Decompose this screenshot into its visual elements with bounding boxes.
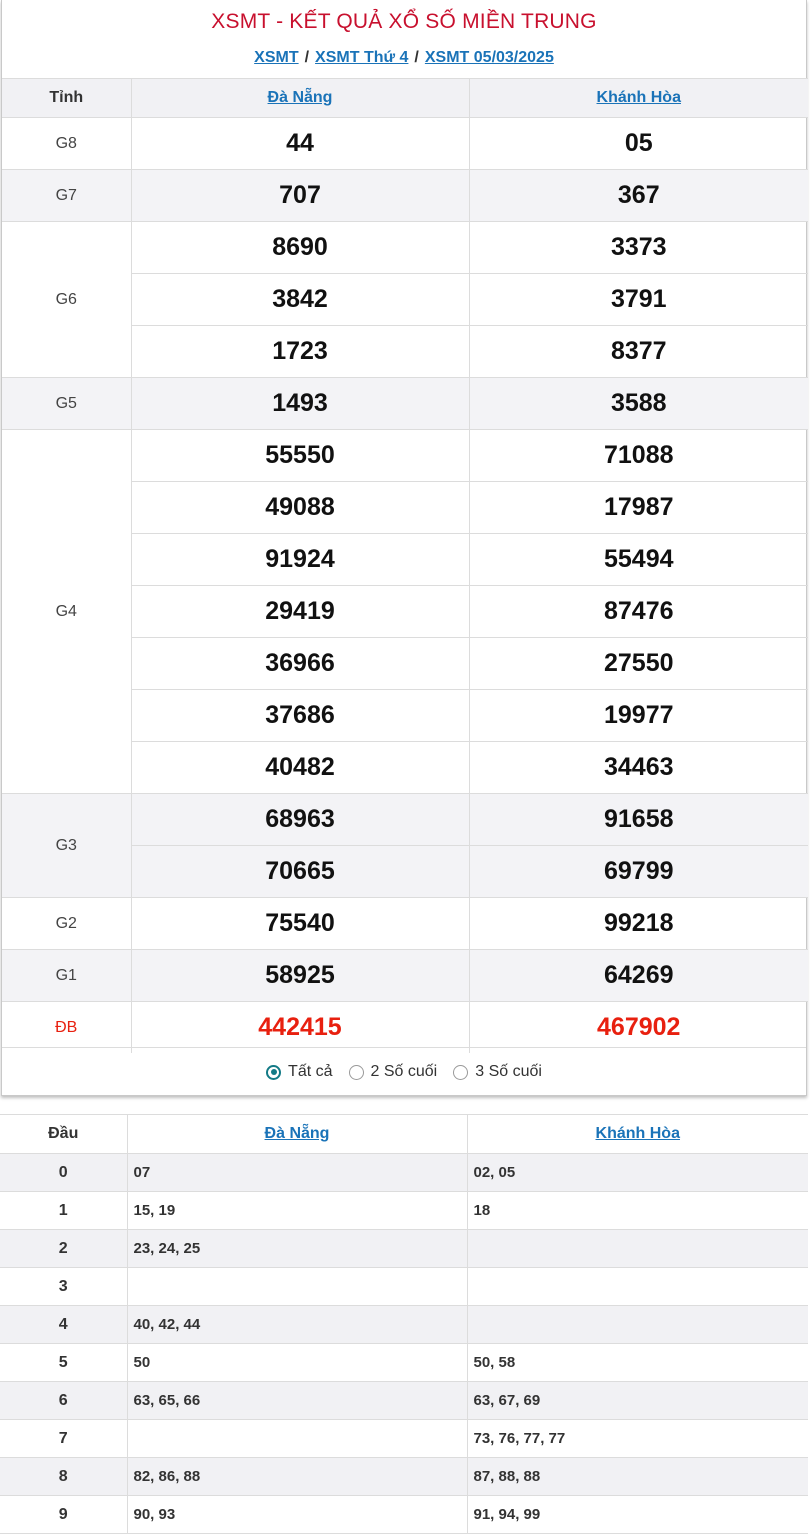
prize-number: 36966	[131, 638, 469, 690]
breadcrumb	[2, 49, 806, 67]
loto-values: 07	[127, 1154, 467, 1192]
loto-row	[0, 1382, 808, 1420]
prize-number: 87476	[469, 586, 808, 638]
prize-row	[2, 794, 808, 846]
prize-label: G7	[2, 170, 131, 222]
loto-values: 40, 42, 44	[127, 1306, 467, 1344]
loto-row	[0, 1306, 808, 1344]
prize-number: 37686	[131, 690, 469, 742]
loto-values	[467, 1230, 808, 1268]
prize-number: 8690	[131, 222, 469, 274]
filter-last-3-radio[interactable]	[453, 1063, 542, 1081]
prize-number: 27550	[469, 638, 808, 690]
loto-values: 87, 88, 88	[467, 1458, 808, 1496]
dau-digit: 4	[0, 1306, 127, 1344]
radio-icon	[453, 1065, 468, 1080]
loto-row	[0, 1496, 808, 1534]
breadcrumb-separator: /	[304, 49, 310, 66]
radio-icon	[349, 1065, 364, 1080]
prize-number: 75540	[131, 898, 469, 950]
loto-values	[127, 1420, 467, 1458]
filter-label: 2 Số cuối	[370, 1063, 438, 1080]
prize-number: 707	[131, 170, 469, 222]
digit-filter-group	[2, 1047, 806, 1096]
dau-digit: 2	[0, 1230, 127, 1268]
dau-digit: 1	[0, 1192, 127, 1230]
prize-label: G2	[2, 898, 131, 950]
prize-number: 17987	[469, 482, 808, 534]
loto-row	[0, 1420, 808, 1458]
page-title: XSMT - KẾT QUẢ XỔ SỐ MIỀN TRUNG	[211, 10, 597, 33]
special-prize-number: 442415	[131, 1002, 469, 1054]
loto-values: 90, 93	[127, 1496, 467, 1534]
dau-digit: 7	[0, 1420, 127, 1458]
loto-values: 23, 24, 25	[127, 1230, 467, 1268]
loto-values: 63, 67, 69	[467, 1382, 808, 1420]
loto-values: 82, 86, 88	[127, 1458, 467, 1496]
dau-column-header: Đầu	[0, 1115, 127, 1154]
prize-number: 3791	[469, 274, 808, 326]
loto-values	[467, 1268, 808, 1306]
prize-number: 19977	[469, 690, 808, 742]
prize-number: 71088	[469, 430, 808, 482]
prize-row	[2, 1002, 808, 1054]
breadcrumb-xsmt-link[interactable]: XSMT	[254, 49, 299, 66]
prize-label: G6	[2, 222, 131, 378]
prize-number: 3842	[131, 274, 469, 326]
prize-number: 05	[469, 118, 808, 170]
province-link-da-nang[interactable]: Đà Nẵng	[267, 89, 333, 106]
loto-row	[0, 1268, 808, 1306]
filter-label: Tất cả	[288, 1063, 333, 1080]
loto-row	[0, 1230, 808, 1268]
filter-all-radio[interactable]	[266, 1063, 332, 1081]
prize-number: 91658	[469, 794, 808, 846]
prize-number: 3373	[469, 222, 808, 274]
dau-digit: 9	[0, 1496, 127, 1534]
prize-label: G4	[2, 430, 131, 794]
dau-digit: 5	[0, 1344, 127, 1382]
loto-row	[0, 1154, 808, 1192]
breadcrumb-xsmt-thu4-link[interactable]: XSMT Thứ 4	[315, 49, 409, 66]
loto-values: 02, 05	[467, 1154, 808, 1192]
prize-row	[2, 950, 808, 1002]
prize-number: 34463	[469, 742, 808, 794]
prize-row	[2, 430, 808, 482]
dau-digit: 0	[0, 1154, 127, 1192]
prize-number: 367	[469, 170, 808, 222]
province-link-khanh-hoa[interactable]: Khánh Hòa	[596, 89, 681, 106]
special-prize-number: 467902	[469, 1002, 808, 1054]
dau-digit: 8	[0, 1458, 127, 1496]
prize-row	[2, 170, 808, 222]
prize-label: G1	[2, 950, 131, 1002]
prize-number: 55494	[469, 534, 808, 586]
loto-values	[127, 1268, 467, 1306]
breadcrumb-separator: /	[414, 49, 419, 66]
loto-values: 63, 65, 66	[127, 1382, 467, 1420]
prize-number: 68963	[131, 794, 469, 846]
results-table	[2, 78, 808, 1053]
prize-label: G3	[2, 794, 131, 898]
filter-last-2-radio[interactable]	[349, 1063, 438, 1081]
prize-label: G5	[2, 378, 131, 430]
loto-values: 50	[127, 1344, 467, 1382]
prize-number: 44	[131, 118, 469, 170]
prize-number: 69799	[469, 846, 808, 898]
prize-number: 40482	[131, 742, 469, 794]
prize-number: 64269	[469, 950, 808, 1002]
prize-label: G8	[2, 118, 131, 170]
loto-values: 18	[467, 1192, 808, 1230]
prize-number: 99218	[469, 898, 808, 950]
prize-number: 3588	[469, 378, 808, 430]
prize-label: ĐB	[2, 1002, 131, 1054]
loto-head-table	[0, 1114, 808, 1534]
loto-province-link-khanh-hoa[interactable]: Khánh Hòa	[595, 1125, 680, 1142]
prize-number: 91924	[131, 534, 469, 586]
prize-row	[2, 898, 808, 950]
prize-row	[2, 378, 808, 430]
breadcrumb-date-link[interactable]: XSMT 05/03/2025	[424, 49, 554, 66]
dau-digit: 3	[0, 1268, 127, 1306]
loto-values	[467, 1306, 808, 1344]
dau-digit: 6	[0, 1382, 127, 1420]
prize-number: 8377	[469, 326, 808, 378]
prize-number: 1723	[131, 326, 469, 378]
prize-number: 1493	[131, 378, 469, 430]
prize-row	[2, 118, 808, 170]
results-card	[1, 0, 807, 1096]
province-column-header: Tỉnh	[2, 79, 131, 118]
loto-values: 73, 76, 77, 77	[467, 1420, 808, 1458]
loto-row	[0, 1192, 808, 1230]
filter-label: 3 Số cuối	[475, 1063, 542, 1080]
loto-province-link-da-nang[interactable]: Đà Nẵng	[264, 1125, 330, 1142]
prize-number: 49088	[131, 482, 469, 534]
loto-values: 50, 58	[467, 1344, 808, 1382]
loto-values: 15, 19	[127, 1192, 467, 1230]
loto-row	[0, 1458, 808, 1496]
radio-selected-icon	[266, 1065, 281, 1080]
loto-values: 91, 94, 99	[467, 1496, 808, 1534]
loto-row	[0, 1344, 808, 1382]
prize-number: 55550	[131, 430, 469, 482]
prize-number: 29419	[131, 586, 469, 638]
prize-number: 58925	[131, 950, 469, 1002]
prize-row	[2, 222, 808, 274]
prize-number: 70665	[131, 846, 469, 898]
